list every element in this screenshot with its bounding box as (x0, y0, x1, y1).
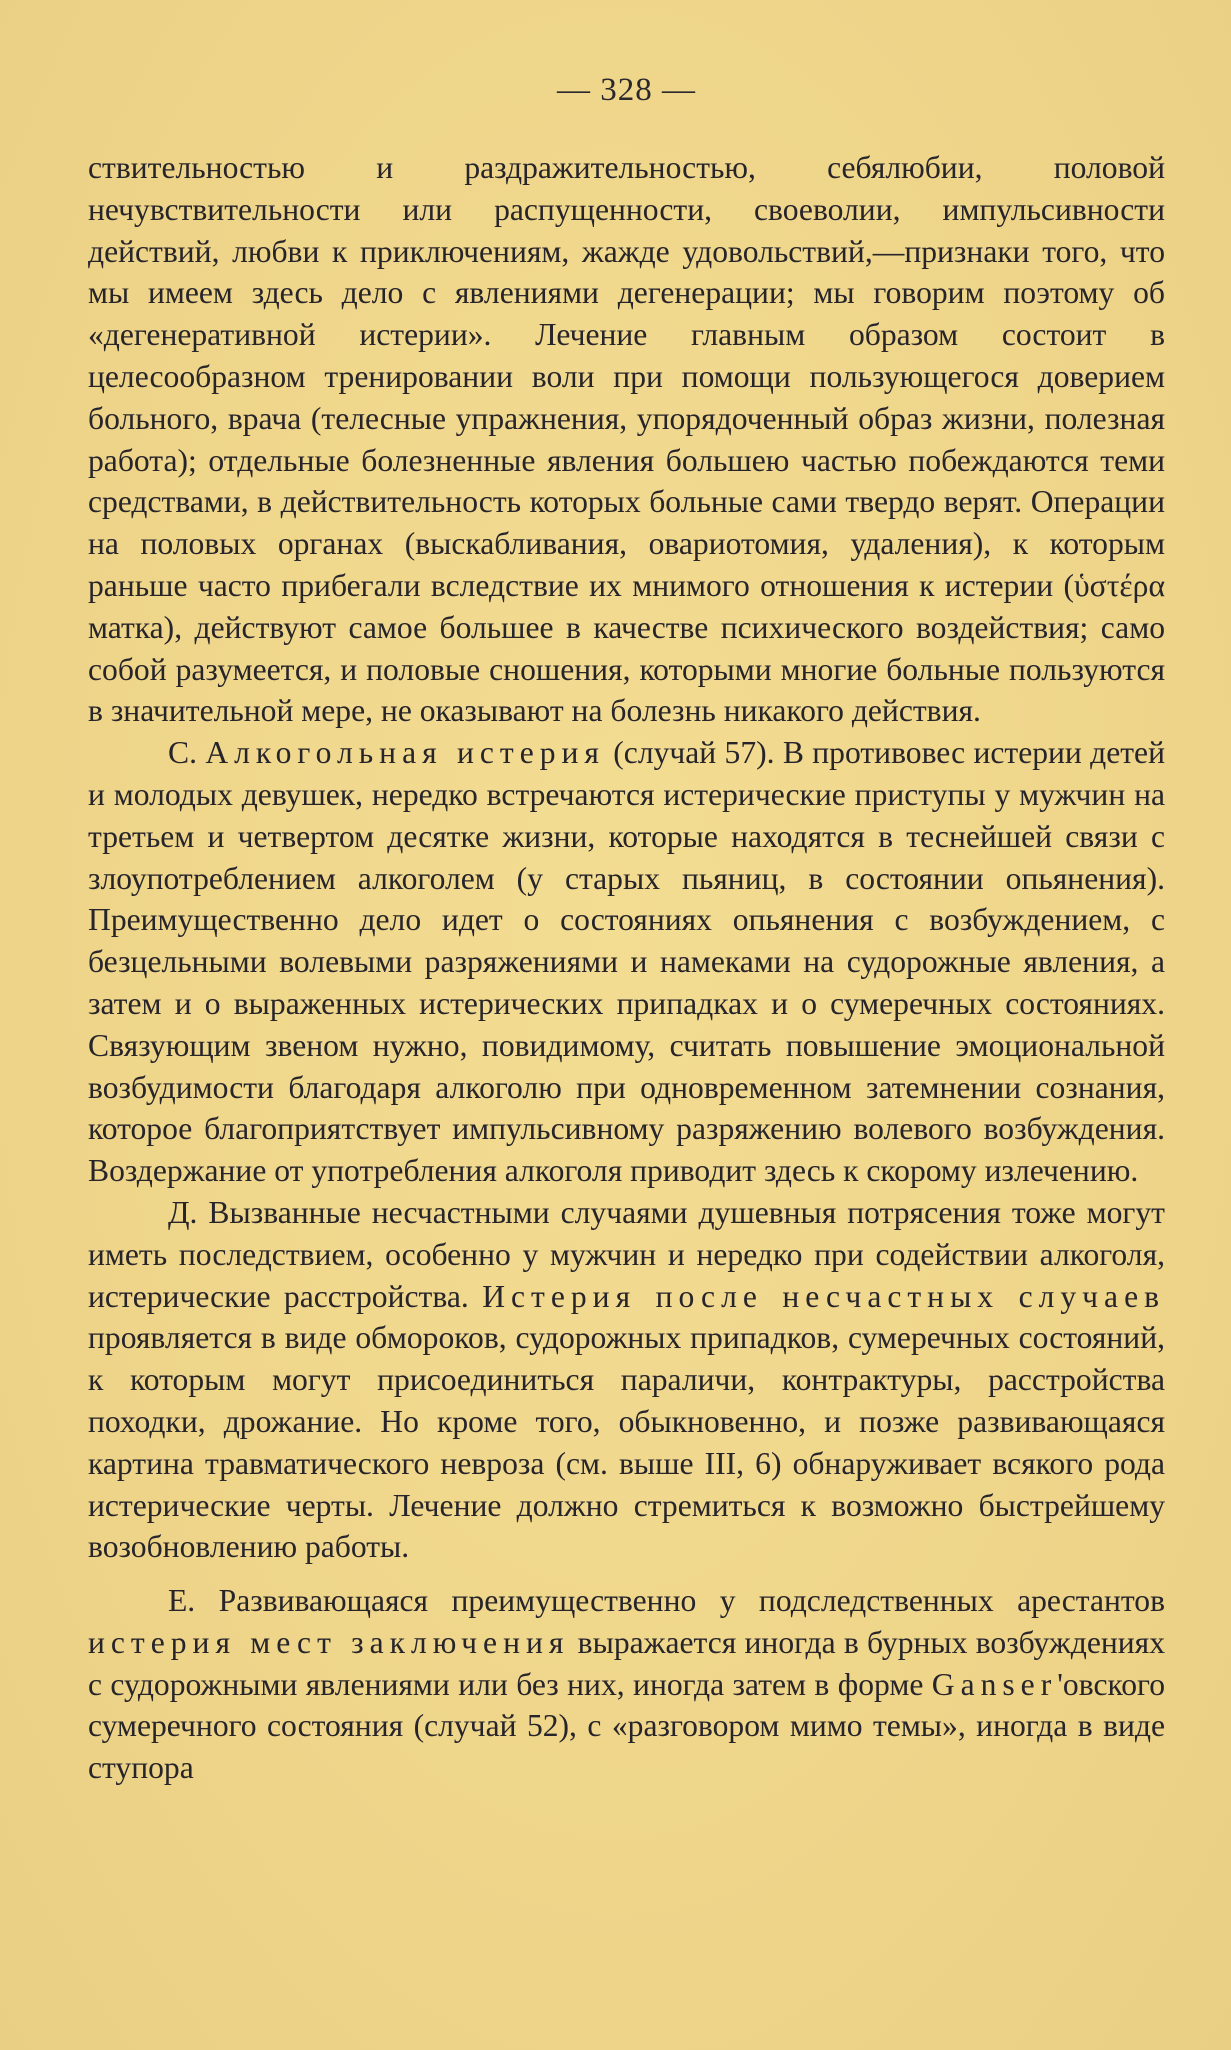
body-text (88, 147, 1165, 1789)
section-term: истерия мест заключения (88, 1624, 570, 1660)
paragraph-text-end: 'овского сумеречного состояния (случай 52), с «разговором мимо темы», иногда в виде ступора (88, 1666, 1165, 1786)
paragraph-text: выражается иногда в бурных возбуждениях с судорожными явлениями или без них, иногда затем в форме (88, 1624, 1165, 1702)
paragraph-text: (случай 57). В противовес истерии детей и молодых девушек, нередко встречаются истерические приступы у мужчин на третьем и четвертом десятке жизни, которые находятся в теснейшей связи с злоупотреблением алкоголем (у старых пьяниц, в состоянии опьянения). Преимущественно дело идет о состояниях опьянения с возбуждением, с безцельными волевыми разряжениями и намеками на судорожные явления, а затем и о выраженных истерических припадках и о сумеречных состояниях. Связующим звеном нужно, повидимому, считать повышение эмоциональной возбудимости благодаря алкоголю при одновременном затемнении сознания, которое благоприятствует импульсивному разряжению волевого возбуждения. Воздержание от употребления алкоголя приводит здесь к скорому излечению. (88, 735, 1165, 1189)
paragraph-accident-hysteria (88, 1192, 1165, 1568)
section-letter: С. (168, 735, 206, 771)
paragraph-lead-text: Е. Развивающаяся преимущественно у подследственных арестантов (168, 1583, 1165, 1619)
paragraph-alcoholic-hysteria (88, 732, 1165, 1192)
paragraph-text: проявляется в виде обмороков, судорожных припадков, сумеречных состояний, к которым могут присоединиться параличи, контрактуры, расстройства походки, дрожание. Но кроме того, обыкновенно, и позже развивающаяся картина травматического невроза (см. выше III, 6) обнаруживает всякого рода истерические черты. Лечение должно стремиться к возможно быстрейшему возобновлению работы. (88, 1320, 1165, 1565)
section-term: Истерия после несчастных случаев (482, 1278, 1166, 1314)
author-name: Ganser (931, 1666, 1058, 1702)
paragraph-degenerative-hysteria: ствительностью и раздражительностью, себялюбии, половой нечувствительности или распущенности, своеволии, импульсивности действий, любви к приключениям, жажде удовольствий,—признаки того, что мы имеем здесь дело с явлениями дегенерации; мы говорим поэтому об «дегенеративной истерии». Лечение главным образом состоит в целесообразном тренировании воли при помощи пользующегося доверием больного, врача (телесные упражнения, упорядоченный образ жизни, полезная работа); отдельные болезненные явления большею частью побеждаются теми средствами, в действительность которых больные сами твердо верят. Операции на половых органах (выскабливания, овариотомия, удаления), к которым раньше часто прибегали вследствие их мнимого отношения к истерии (ὑστέρα матка), действуют самое большее в качестве психического воздействия; само собой разумеется, и половые сношения, которыми многие больные пользуются в значительной мере, не оказывают на болезнь никакого действия. (88, 150, 1165, 729)
page-number: — 328 — (557, 72, 696, 108)
paragraph-prison-hysteria (88, 1580, 1165, 1789)
section-term: Алкогольная истерия (205, 735, 605, 771)
paragraph-lead-text: Д. Вызванные несчастными случаями душевныя потрясения тоже могут иметь последствием, особенно у мужчин и нередко при содействии алкоголя, истерические расстройства. (88, 1194, 1165, 1314)
